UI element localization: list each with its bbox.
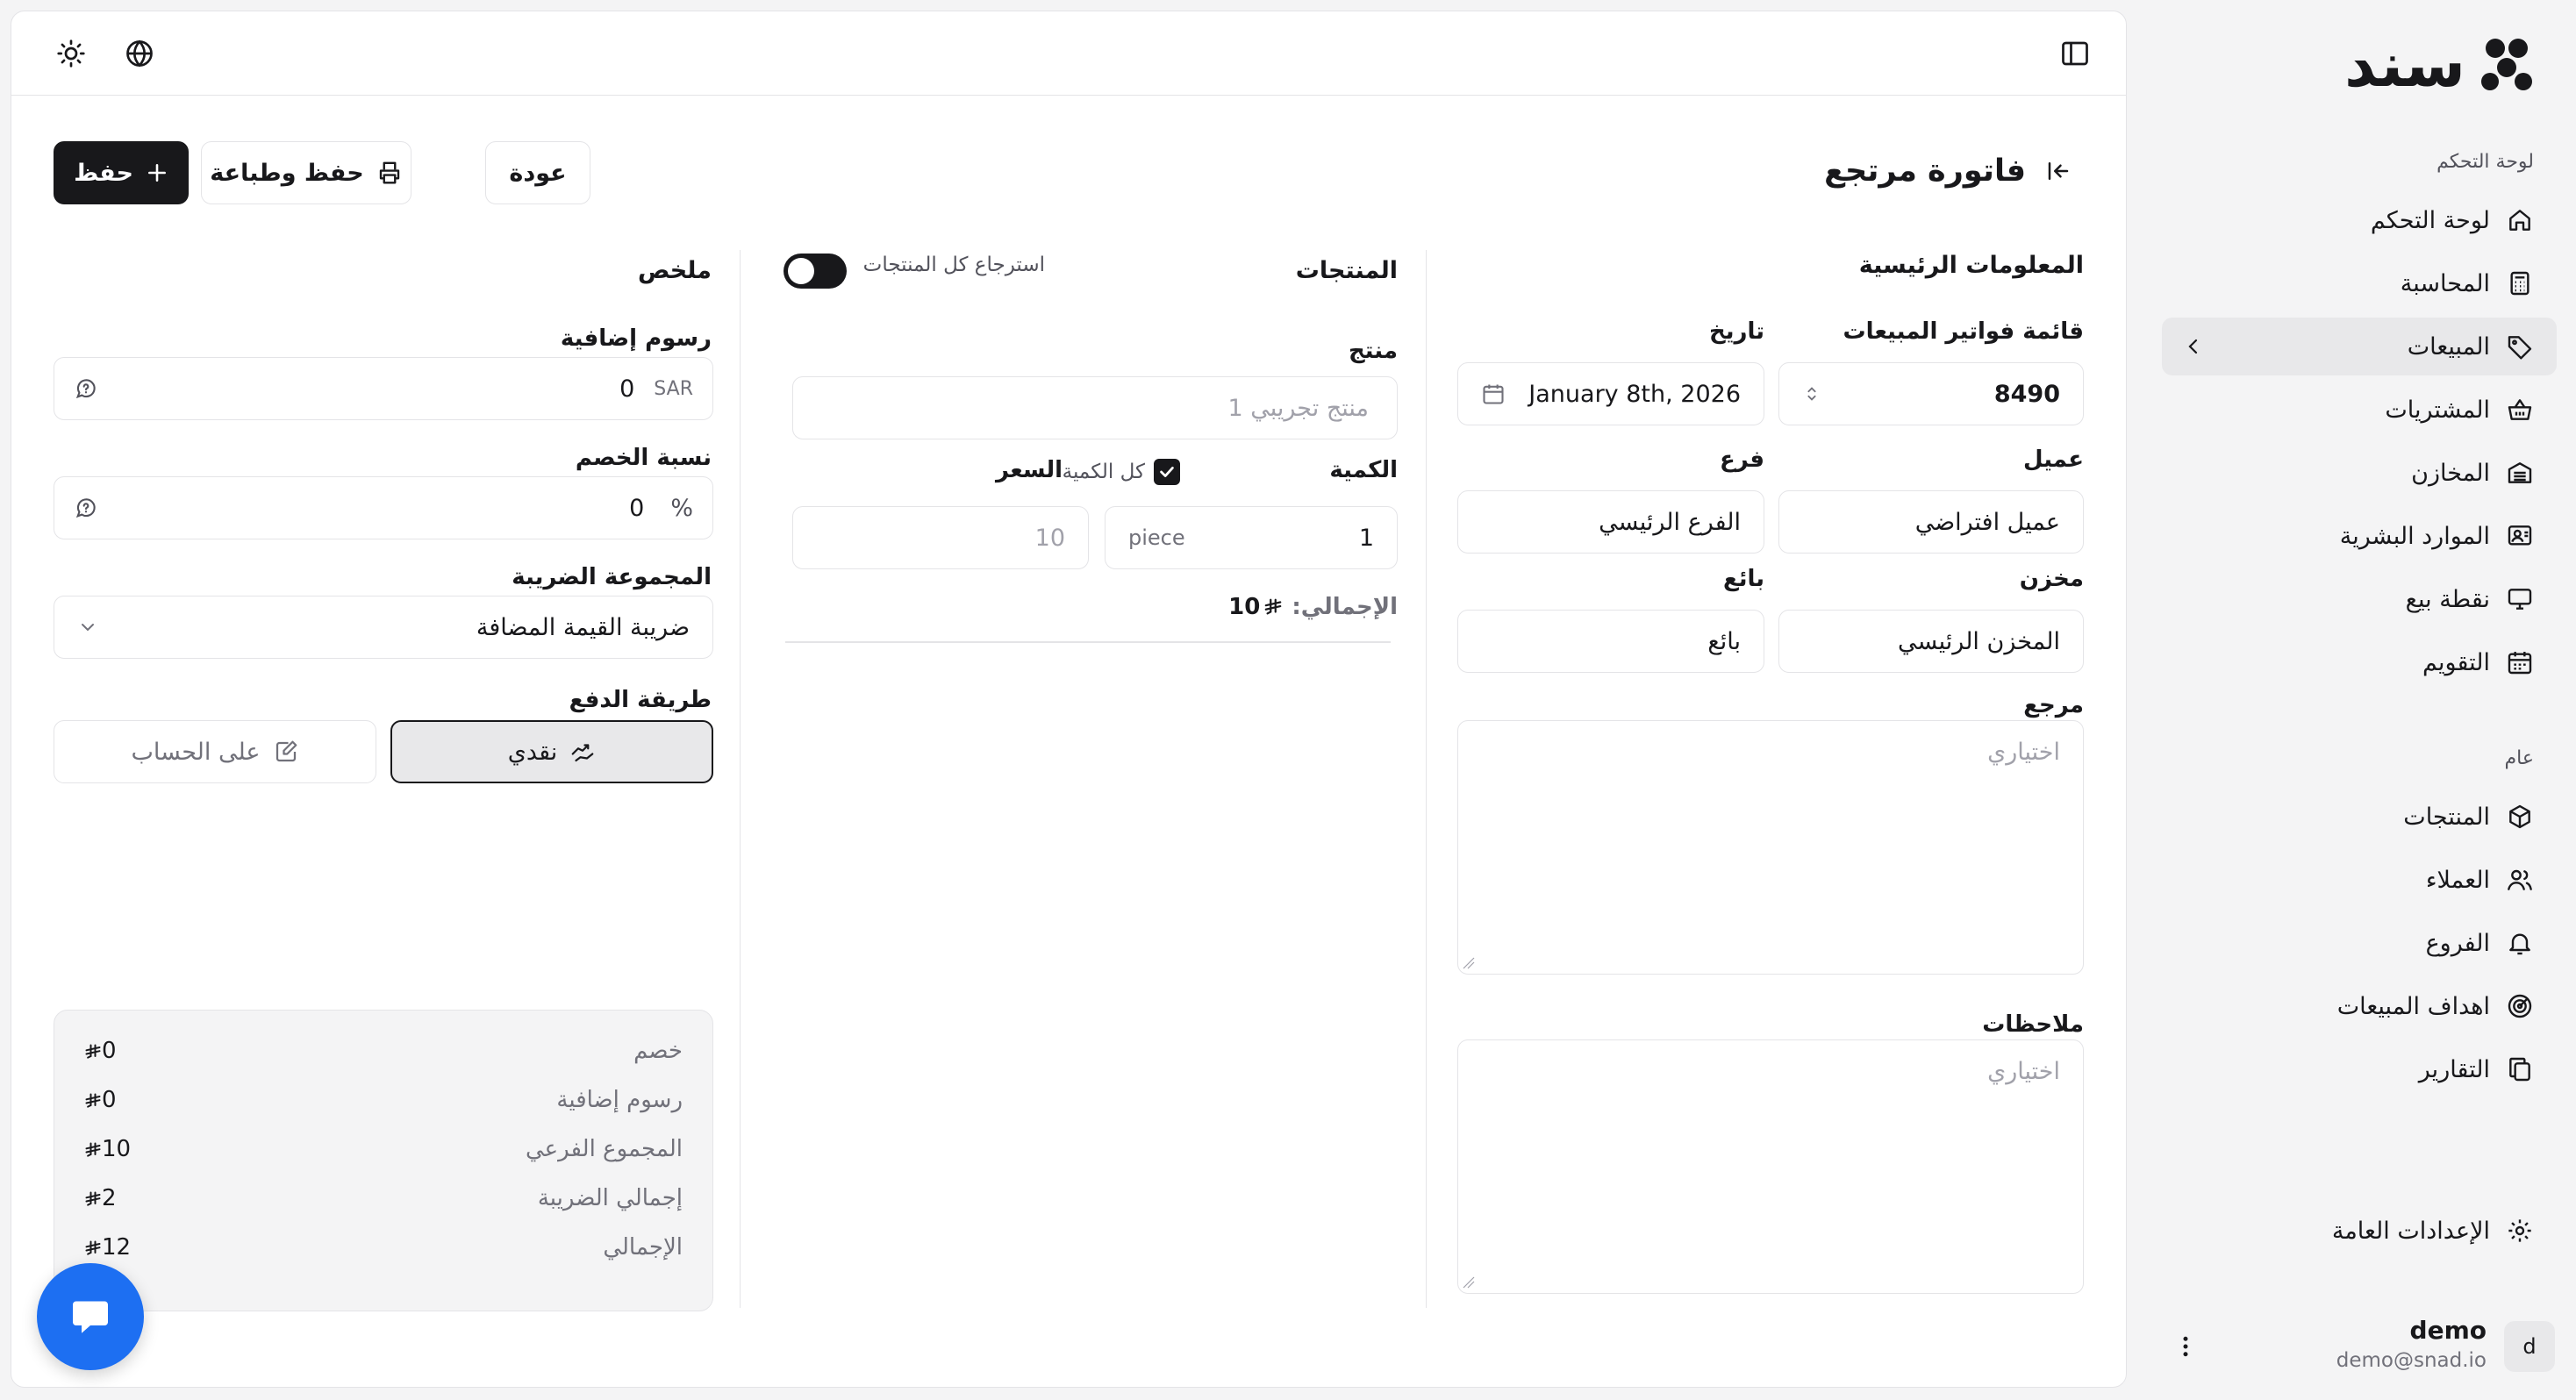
invoice-list-label: قائمة فواتير المبيعات (1843, 318, 2084, 345)
totals-summary (54, 1010, 713, 1311)
sidebar-item-calendar[interactable] (2162, 633, 2557, 691)
monitor-icon (2506, 585, 2534, 613)
sidebar-item-dashboard[interactable] (2162, 191, 2557, 249)
sidebar-item-label: المخازن (2411, 459, 2490, 487)
summary-row-discount (84, 1033, 683, 1068)
basket-icon (2506, 396, 2534, 424)
extra-fees-input[interactable] (54, 357, 713, 420)
date-picker[interactable] (1457, 362, 1764, 425)
warehouse-value: المخزن الرئيسي (1898, 627, 2060, 655)
summary-row-label: رسوم إضافية (556, 1087, 683, 1113)
warehouse-select[interactable] (1778, 610, 2084, 673)
help-bubble-icon[interactable] (74, 376, 98, 401)
quantity-label: الكمية (1329, 457, 1398, 483)
summary-row-amount (84, 1087, 117, 1113)
page-header (1824, 154, 2072, 189)
sidebar-item-label: الموارد البشرية (2339, 522, 2490, 550)
customer-value: عميل افتراضي (1914, 508, 2060, 536)
calendar-icon (1481, 382, 1506, 406)
summary-row-value: 2 (102, 1185, 117, 1211)
sidebar-item-label: التقارير (2418, 1055, 2490, 1083)
discount-label: نسبة الخصم (575, 445, 712, 471)
currency-code: SAR (654, 377, 693, 400)
customer-label: عميل (2022, 446, 2084, 473)
calendar-icon (2506, 648, 2534, 676)
unit-label: piece (1128, 525, 1185, 550)
sidebar-item-label: نقطة بيع (2405, 585, 2490, 613)
riyal-icon (84, 1043, 102, 1061)
tag-icon (2506, 332, 2534, 361)
summary-title: ملخص (637, 257, 712, 284)
payment-cash-label: نقدي (507, 738, 558, 766)
sidebar-toggle-icon[interactable] (2059, 38, 2091, 69)
user-name: demo (2409, 1316, 2487, 1345)
sidebar-item-label: الفروع (2425, 929, 2490, 957)
invoice-list-select[interactable] (1778, 362, 2084, 425)
branch-value: الفرع الرئيسي (1599, 508, 1741, 536)
sidebar-item-sales[interactable] (2162, 318, 2557, 375)
product-value: منتج تجريبي 1 (1227, 394, 1369, 422)
sidebar-item-label: اهداف المبيعات (2336, 992, 2490, 1020)
sidebar-item-label: لوحة التحكم (2370, 206, 2490, 234)
sidebar-item-branches[interactable] (2162, 914, 2557, 972)
column-divider (1426, 250, 1427, 1308)
summary-row-grand-total (84, 1230, 683, 1265)
app-logo[interactable] (2344, 30, 2536, 100)
quantity-input[interactable] (1105, 506, 1398, 569)
sidebar-item-reports[interactable] (2162, 1040, 2557, 1098)
line-total-amount (1228, 594, 1283, 620)
sidebar-item-sales-targets[interactable] (2162, 977, 2557, 1035)
back-button-label: عودة (509, 159, 567, 187)
copy-icon (2506, 1055, 2534, 1083)
toggle-knob (788, 258, 814, 284)
payment-method-label: طريقة الدفع (569, 687, 712, 713)
products-title: المنتجات (1295, 257, 1398, 284)
return-all-toggle[interactable] (784, 254, 847, 289)
check-icon (1157, 462, 1177, 482)
target-icon (2506, 992, 2534, 1020)
plus-icon (146, 161, 168, 184)
full-quantity-checkbox[interactable] (1063, 459, 1180, 485)
cash-icon (569, 739, 596, 765)
logo-text: سند (2344, 29, 2465, 101)
summary-row-label: خصم (633, 1038, 683, 1064)
notes-textarea[interactable] (1457, 1039, 2084, 1294)
group-label-dashboard: لوحة التحكم (2436, 151, 2534, 173)
sidebar-item-accounting[interactable] (2162, 254, 2557, 312)
user-email: demo@snad.io (2336, 1349, 2487, 1372)
summary-row-amount (84, 1185, 117, 1211)
summary-row-amount (84, 1234, 131, 1261)
back-arrow-icon[interactable] (2045, 158, 2072, 184)
tax-group-value: ضريبة القيمة المضافة (476, 613, 690, 641)
tax-group-label: المجموعة الضريبة (512, 564, 712, 590)
chat-bubble-icon (64, 1290, 117, 1343)
top-bar (11, 11, 2126, 96)
users-icon (2506, 866, 2534, 894)
date-value: January 8th, 2026 (1528, 380, 1741, 408)
line-total (1228, 594, 1398, 620)
user-menu[interactable] (2160, 1316, 2555, 1377)
summary-row-tax-total (84, 1181, 683, 1216)
summary-row-value: 0 (102, 1038, 117, 1064)
riyal-icon (1263, 597, 1283, 617)
sidebar-item-hr[interactable] (2162, 507, 2557, 565)
summary-row-label: المجموع الفرعي (525, 1136, 683, 1162)
resize-grip-icon[interactable] (1462, 956, 1476, 970)
printer-icon (376, 160, 403, 186)
seller-select[interactable] (1457, 610, 1764, 673)
notes-label: ملاحظات (1982, 1011, 2084, 1038)
payment-credit-button[interactable] (54, 720, 376, 783)
main-panel (11, 11, 2127, 1388)
summary-row-label: إجمالي الضريبة (537, 1185, 683, 1211)
riyal-icon (84, 1190, 102, 1208)
save-print-label: حفظ وطباعة (210, 159, 364, 187)
chat-widget-button[interactable] (37, 1263, 144, 1370)
payment-credit-label: على الحساب (131, 738, 261, 766)
help-bubble-icon[interactable] (74, 496, 98, 520)
sidebar-item-products[interactable] (2162, 788, 2557, 846)
notes-placeholder: اختياري (1987, 1058, 2060, 1085)
product-divider (785, 641, 1391, 643)
people-icon (2506, 522, 2534, 550)
price-value: 10 (1034, 524, 1065, 552)
sidebar-item-label: العملاء (2425, 866, 2490, 894)
payment-cash-button[interactable] (390, 720, 713, 783)
invoice-list-value: 8490 (1993, 380, 2060, 408)
reference-placeholder: اختياري (1987, 739, 2060, 766)
reference-label: مرجع (2023, 692, 2084, 718)
branch-label: فرع (1720, 446, 1764, 473)
discount-value: 0 (629, 494, 645, 522)
avatar: d (2504, 1321, 2555, 1372)
sidebar-item-label: التقويم (2422, 648, 2490, 676)
summary-row-amount (84, 1038, 117, 1064)
price-label: السعر (996, 457, 1063, 483)
sidebar-item-customers[interactable] (2162, 851, 2557, 909)
sidebar-item-label: المبيعات (2407, 332, 2490, 361)
warehouse-icon (2506, 459, 2534, 487)
tax-group-select[interactable] (54, 596, 713, 659)
riyal-icon (84, 1239, 102, 1257)
warehouse-label: مخزن (2019, 566, 2084, 592)
extra-fees-label: رسوم إضافية (560, 325, 712, 352)
save-button-label: حفظ (74, 159, 133, 187)
edit-document-icon (273, 739, 299, 765)
summary-row-subtotal (84, 1132, 683, 1167)
sidebar-item-label: الإعدادات العامة (2331, 1217, 2490, 1245)
sidebar-item-purchases[interactable] (2162, 381, 2557, 439)
globe-icon[interactable] (124, 38, 155, 69)
extra-fees-value: 0 (619, 375, 635, 403)
discount-amount (629, 495, 693, 522)
group-label-general: عام (2504, 747, 2534, 769)
line-total-label: الإجمالي: (1292, 594, 1398, 620)
quantity-value: 1 (1358, 524, 1374, 552)
sidebar (2127, 0, 2576, 1400)
column-divider (740, 250, 741, 1308)
calculator-icon (2506, 269, 2534, 297)
page-title: فاتورة مرتجع (1824, 154, 2026, 189)
full-quantity-label: كل الكمية (1062, 461, 1145, 483)
sidebar-item-settings[interactable] (2162, 1202, 2557, 1260)
more-vertical-icon[interactable] (2172, 1333, 2199, 1360)
extra-fees-amount (619, 375, 693, 403)
summary-row-value: 0 (102, 1087, 117, 1113)
riyal-icon (84, 1141, 102, 1159)
home-icon (2506, 206, 2534, 234)
summary-row-label: الإجمالي (603, 1234, 683, 1261)
sidebar-item-label: المنتجات (2403, 803, 2490, 831)
seller-value: بائع (1707, 627, 1741, 655)
back-button[interactable] (485, 141, 590, 204)
box-icon (2506, 803, 2534, 831)
riyal-icon (84, 1092, 102, 1110)
sidebar-item-pos[interactable] (2162, 570, 2557, 628)
line-total-value: 10 (1228, 594, 1261, 620)
percent-sign: % (670, 494, 693, 522)
seller-label: بائع (1722, 566, 1764, 592)
main-info-title: المعلومات الرئيسية (1858, 252, 2084, 279)
chevron-down-icon (77, 617, 98, 638)
resize-grip-icon[interactable] (1462, 1275, 1476, 1289)
discount-input[interactable] (54, 476, 713, 539)
branch-select[interactable] (1457, 490, 1764, 554)
bell-icon (2506, 929, 2534, 957)
save-button[interactable] (54, 141, 189, 204)
price-input[interactable] (792, 506, 1089, 569)
chevron-up-down-icon (1802, 384, 1821, 404)
logo-mark-icon (2478, 36, 2536, 94)
customer-select[interactable] (1778, 490, 2084, 554)
summary-row-extra-fees (84, 1082, 683, 1118)
chevron-left-icon (2183, 336, 2204, 357)
sun-icon[interactable] (55, 38, 87, 69)
product-select[interactable] (792, 376, 1398, 439)
return-all-label: استرجاع كل المنتجات (862, 254, 1045, 276)
sidebar-item-label: المحاسبة (2400, 269, 2490, 297)
summary-row-value: 12 (102, 1234, 132, 1261)
gear-icon (2506, 1217, 2534, 1245)
checkbox-box (1154, 459, 1180, 485)
date-label: تاريخ (1709, 318, 1764, 345)
sidebar-item-warehouses[interactable] (2162, 444, 2557, 502)
save-print-button[interactable] (201, 141, 411, 204)
summary-row-value: 10 (102, 1136, 132, 1162)
product-label: منتج (1348, 338, 1398, 364)
summary-row-amount (84, 1136, 131, 1162)
reference-textarea[interactable] (1457, 720, 2084, 975)
sidebar-item-label: المشتريات (2385, 396, 2490, 424)
